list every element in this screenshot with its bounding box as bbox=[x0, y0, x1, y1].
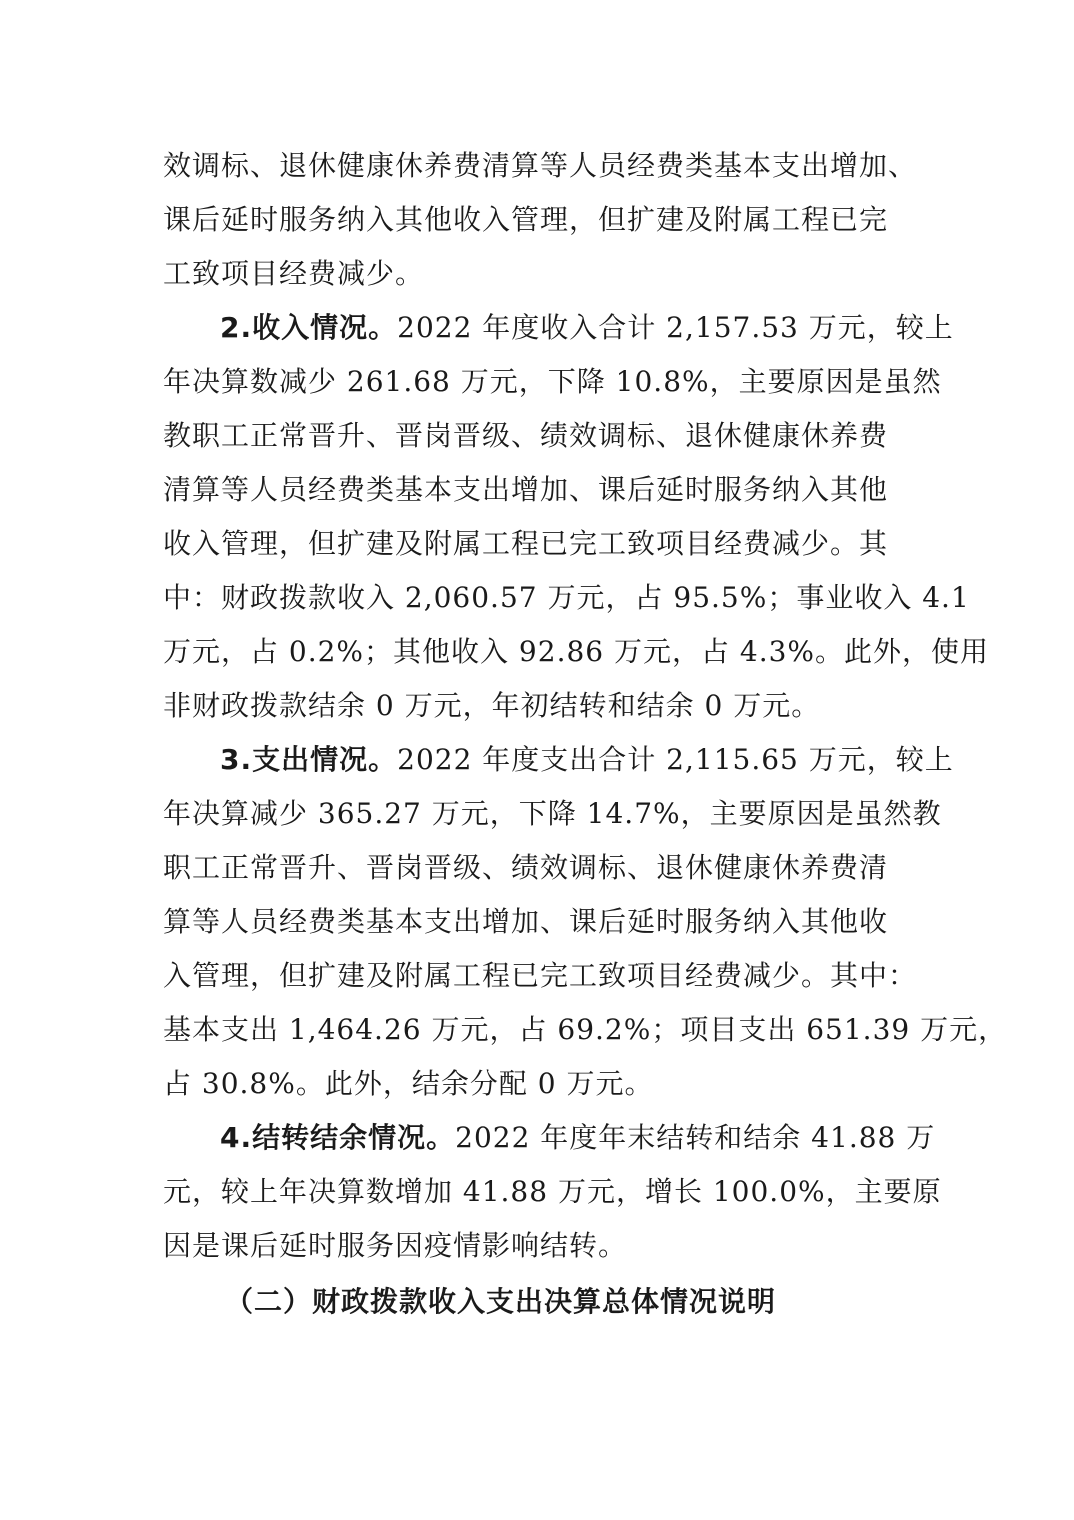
paragraph-text: 2022 年度收入合计 2,157.53 万元，较上 bbox=[397, 311, 954, 344]
section-heading: （二）财政拨款收入支出决算总体情况说明 bbox=[225, 1285, 777, 1318]
income-heading: 2.收入情况。 bbox=[220, 311, 398, 344]
paragraph-line: 工致项目经费减少。 bbox=[163, 257, 425, 290]
paragraph-line: 入管理，但扩建及附属工程已完工致项目经费减少。其中： bbox=[163, 959, 918, 992]
paragraph-line: 清算等人员经费类基本支出增加、课后延时服务纳入其他 bbox=[163, 473, 889, 506]
paragraph-line: 算等人员经费类基本支出增加、课后延时服务纳入其他收 bbox=[163, 905, 889, 938]
paragraph-line: 非财政拨款结余 0 万元，年初结转和结余 0 万元。 bbox=[163, 689, 821, 722]
paragraph-line: 中：财政拨款收入 2,060.57 万元，占 95.5%；事业收入 4.1 bbox=[163, 581, 970, 614]
paragraph-line: 收入管理，但扩建及附属工程已完工致项目经费减少。其 bbox=[163, 527, 889, 560]
carryover-heading: 4.结转结余情况。 bbox=[220, 1121, 456, 1154]
paragraph-text: 2022 年度支出合计 2,115.65 万元，较上 bbox=[397, 743, 954, 776]
paragraph-line: 年决算数减少 261.68 万元，下降 10.8%，主要原因是虽然 bbox=[163, 365, 942, 398]
paragraph-line: 基本支出 1,464.26 万元，占 69.2%；项目支出 651.39 万元， bbox=[163, 1013, 1008, 1046]
income-paragraph-first-line bbox=[220, 308, 954, 348]
paragraph-line: 占 30.8%。此外，结余分配 0 万元。 bbox=[163, 1067, 654, 1100]
expenditure-paragraph-first-line bbox=[220, 740, 954, 780]
paragraph-text: 2022 年度年末结转和结余 41.88 万 bbox=[455, 1121, 936, 1154]
paragraph-line: 因是课后延时服务因疫情影响结转。 bbox=[163, 1229, 628, 1262]
paragraph-line: 效调标、退休健康休养费清算等人员经费类基本支出增加、 bbox=[163, 149, 918, 182]
paragraph-line: 万元，占 0.2%；其他收入 92.86 万元，占 4.3%。此外，使用 bbox=[163, 635, 990, 668]
paragraph-line: 教职工正常晋升、晋岗晋级、绩效调标、退休健康休养费 bbox=[163, 419, 889, 452]
paragraph-line: 课后延时服务纳入其他收入管理，但扩建及附属工程已完 bbox=[163, 203, 889, 236]
carryover-paragraph-first-line bbox=[220, 1118, 935, 1158]
expenditure-heading: 3.支出情况。 bbox=[220, 743, 398, 776]
paragraph-line: 元，较上年决算数增加 41.88 万元，增长 100.0%，主要原 bbox=[163, 1175, 942, 1208]
paragraph-line: 年决算减少 365.27 万元，下降 14.7%，主要原因是虽然教 bbox=[163, 797, 942, 830]
paragraph-line: 职工正常晋升、晋岗晋级、绩效调标、退休健康休养费清 bbox=[163, 851, 889, 884]
